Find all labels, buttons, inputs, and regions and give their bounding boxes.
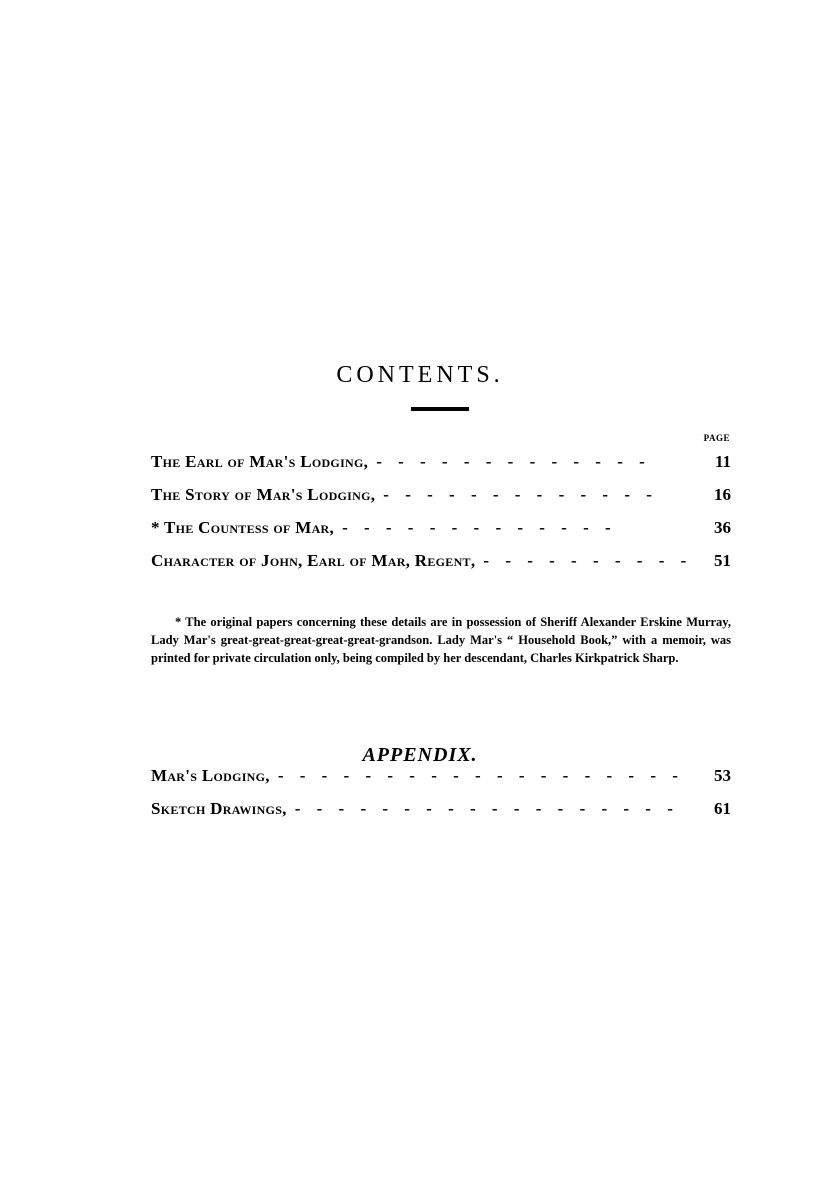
dot-leader: - - - - - - - - - - - - - - - - - -: [294, 799, 673, 818]
title-rule: [411, 407, 469, 411]
dot-leader: - - - - - - - - - - - - -: [342, 518, 611, 537]
entry-title: * The Countess of Mar,: [151, 518, 335, 537]
appendix-entry: [151, 766, 731, 799]
dot-leader: - - - - - - - - - - - - -: [376, 452, 645, 471]
entry-page: 51: [714, 551, 731, 570]
dot-leader: - - - - - - - - - - - - -: [383, 485, 652, 504]
entry-page: 11: [714, 452, 731, 471]
entry-title: Sketch Drawings,: [151, 799, 287, 818]
entry-title: The Earl of Mar's Lodging,: [151, 452, 369, 471]
entry-page: 36: [714, 518, 731, 537]
contents-entry: [151, 518, 731, 551]
entry-page: 53: [714, 766, 731, 785]
contents-list: [151, 452, 731, 584]
footnote: * The original papers concerning these details are in possession of Sheriff Alexander Erskine Murray, Lady Mar's great-great-great-great-great-grandson. Lady Mar's “ Household Book,” with a memoir, was printed for private circulation only, being compiled by her descendant, Charles Kirkpatrick Sharp.: [151, 614, 731, 665]
contents-entry: [151, 485, 731, 518]
appendix-heading: APPENDIX.: [362, 743, 478, 766]
entry-title: The Story of Mar's Lodging,: [151, 485, 376, 504]
entry-title: Mar's Lodging,: [151, 766, 270, 785]
appendix-list: [151, 766, 731, 832]
page-title: CONTENTS.: [336, 362, 504, 389]
contents-entry: [151, 551, 731, 584]
entry-page: 16: [714, 485, 731, 504]
contents-entry: [151, 452, 731, 485]
entry-page: 61: [714, 799, 731, 818]
entry-title: Character of John, Earl of Mar, Regent,: [151, 551, 476, 570]
page-column-label: PAGE: [703, 433, 730, 443]
dot-leader: - - - - - - - - - -: [483, 551, 687, 570]
appendix-entry: [151, 799, 731, 832]
dot-leader: - - - - - - - - - - - - - - - - - - -: [277, 766, 678, 785]
